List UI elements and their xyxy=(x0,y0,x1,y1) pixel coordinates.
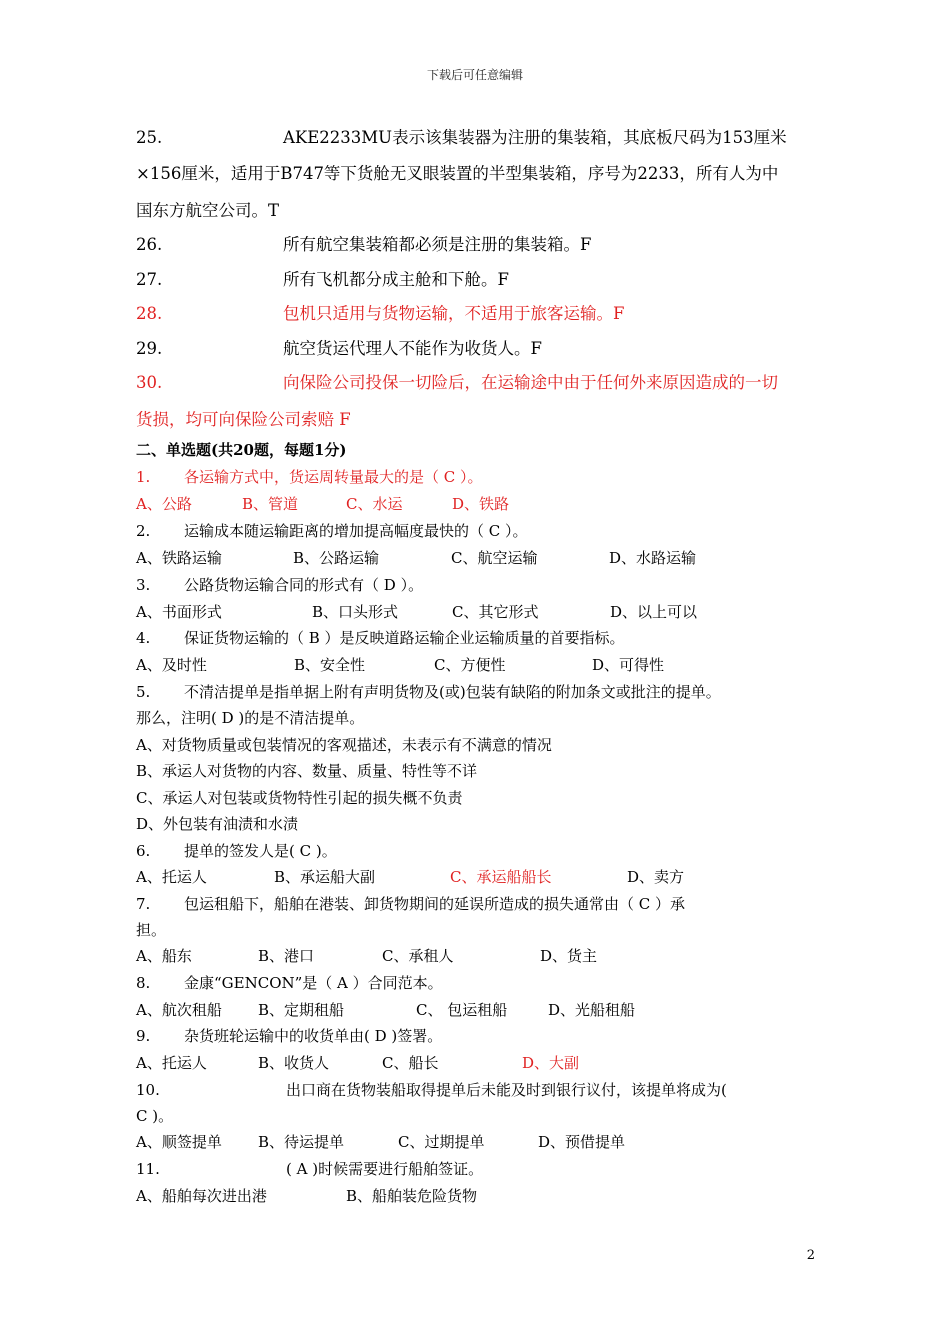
option-c: C、 包运租船 xyxy=(416,1001,508,1019)
option-a: A、书面形式 xyxy=(136,603,222,621)
mc-options-6 xyxy=(136,867,684,887)
question-number: 2. xyxy=(136,522,151,540)
option-a: A、航次租船 xyxy=(136,1001,222,1019)
question-number: 4. xyxy=(136,629,151,647)
mc-options-2 xyxy=(136,548,696,568)
mc-question-1 xyxy=(136,467,483,487)
mc-question-11 xyxy=(136,1159,483,1179)
mc-question-10-line2: C )。 xyxy=(136,1107,174,1125)
option-b: B、船舶装危险货物 xyxy=(346,1187,478,1205)
question-number: 11. xyxy=(136,1160,160,1178)
option-b: B、口头形式 xyxy=(312,603,399,621)
question-text: 出口商在货物装船取得提单后未能及时到银行议付，该提单将成为( xyxy=(286,1081,727,1099)
mc-options-9 xyxy=(136,1053,579,1073)
option-c: C、船长 xyxy=(382,1054,439,1072)
option-c: C、水运 xyxy=(346,495,403,513)
tf-question-25-line2: ×156厘米，适用于B747等下货舱无叉眼装置的半型集装箱，序号为2233，所有人为中 xyxy=(136,164,779,183)
option-b: B、承运船大副 xyxy=(274,868,376,886)
mc-options-8 xyxy=(136,1000,635,1020)
option-a: A、顺签提单 xyxy=(136,1133,222,1151)
tf-question-26 xyxy=(136,235,591,255)
question-text: 提单的签发人是( C )。 xyxy=(184,842,337,860)
mc-option-5c: C、承运人对包装或货物特性引起的损失概不负责 xyxy=(136,789,463,807)
question-number: 6. xyxy=(136,842,151,860)
tf-question-29 xyxy=(136,339,542,359)
question-text: ( A )时候需要进行船舶签证。 xyxy=(286,1160,484,1178)
question-text: 保证货物运输的（ B ）是反映道路运输企业运输质量的首要指标。 xyxy=(184,629,625,647)
mc-question-9 xyxy=(136,1026,442,1046)
option-d: D、可得性 xyxy=(592,656,665,674)
option-b: B、待运提单 xyxy=(258,1133,345,1151)
option-a: A、公路 xyxy=(136,495,192,513)
question-number: 10. xyxy=(136,1081,160,1099)
question-text: 向保险公司投保一切险后，在运输途中由于任何外来原因造成的一切 xyxy=(283,373,778,392)
question-text: AKE2233MU表示该集装器为注册的集装箱，其底板尺码为153厘米 xyxy=(283,128,787,147)
option-b: B、定期租船 xyxy=(258,1001,345,1019)
question-number: 29. xyxy=(136,339,163,358)
tf-question-27 xyxy=(136,270,509,290)
mc-question-6 xyxy=(136,841,337,861)
option-a: A、船东 xyxy=(136,947,192,965)
option-a: A、船舶每次进出港 xyxy=(136,1187,267,1205)
question-number: 1. xyxy=(136,468,151,486)
mc-question-10 xyxy=(136,1080,727,1100)
option-c: C、承运船船长 xyxy=(450,868,552,886)
mc-options-4 xyxy=(136,655,664,675)
option-d: D、以上可以 xyxy=(610,603,698,621)
mc-question-2 xyxy=(136,521,528,541)
option-d: D、大副 xyxy=(522,1054,580,1072)
mc-option-5b: B、承运人对货物的内容、数量、质量、特性等不详 xyxy=(136,762,478,780)
option-c: C、方便性 xyxy=(434,656,506,674)
mc-options-11 xyxy=(136,1186,477,1206)
mc-question-4 xyxy=(136,628,625,648)
page-number: 2 xyxy=(806,1248,815,1263)
question-number: 8. xyxy=(136,974,151,992)
question-number: 25. xyxy=(136,128,163,147)
mc-options-10 xyxy=(136,1132,625,1152)
tf-question-25-line3: 国东方航空公司。T xyxy=(136,201,280,220)
option-b: B、公路运输 xyxy=(293,549,380,567)
question-text: 不清洁提单是指单据上附有声明货物及(或)包装有缺陷的附加条文或批注的提单。 xyxy=(184,683,721,701)
option-d: D、卖方 xyxy=(627,868,685,886)
option-d: D、货主 xyxy=(540,947,598,965)
question-number: 26. xyxy=(136,235,163,254)
question-number: 9. xyxy=(136,1027,151,1045)
option-a: A、铁路运输 xyxy=(136,549,222,567)
question-text: 包机只适用与货物运输，不适用于旅客运输。F xyxy=(283,304,625,323)
option-d: D、铁路 xyxy=(452,495,510,513)
question-text: 各运输方式中，货运周转量最大的是（ C ）。 xyxy=(184,468,483,486)
option-b: B、收货人 xyxy=(258,1054,330,1072)
option-b: B、安全性 xyxy=(294,656,366,674)
option-a: A、托运人 xyxy=(136,868,207,886)
mc-option-5a: A、对货物质量或包装情况的客观描述，未表示有不满意的情况 xyxy=(136,736,552,754)
mc-question-5 xyxy=(136,682,721,702)
mc-question-7-line2: 担。 xyxy=(136,921,167,939)
question-number: 27. xyxy=(136,270,163,289)
mc-question-7 xyxy=(136,894,685,914)
question-text: 金康“GENCON”是（ A ）合同范本。 xyxy=(184,974,443,992)
option-d: D、光船租船 xyxy=(548,1001,636,1019)
question-text: 所有航空集装箱都必须是注册的集装箱。F xyxy=(283,235,592,254)
section-title: 二、单选题(共20题，每题1分) xyxy=(136,441,347,459)
question-text: 航空货运代理人不能作为收货人。F xyxy=(283,339,542,358)
tf-question-28 xyxy=(136,304,624,324)
question-number: 7. xyxy=(136,895,151,913)
question-number: 5. xyxy=(136,683,151,701)
question-number: 28. xyxy=(136,304,163,323)
option-c: C、承租人 xyxy=(382,947,454,965)
mc-options-7 xyxy=(136,946,597,966)
option-c: C、过期提单 xyxy=(398,1133,485,1151)
tf-question-25 xyxy=(136,128,787,148)
option-a: A、托运人 xyxy=(136,1054,207,1072)
question-text: 公路货物运输合同的形式有（ D ）。 xyxy=(184,576,424,594)
option-b: B、港口 xyxy=(258,947,315,965)
question-number: 3. xyxy=(136,576,151,594)
mc-option-5d: D、外包装有油渍和水渍 xyxy=(136,815,299,833)
tf-question-30-line2: 货损，均可向保险公司索赔 F xyxy=(136,410,351,429)
option-c: C、航空运输 xyxy=(451,549,538,567)
option-a: A、及时性 xyxy=(136,656,207,674)
option-d: D、预借提单 xyxy=(538,1133,626,1151)
tf-question-30 xyxy=(136,373,778,393)
mc-options-1 xyxy=(136,494,509,514)
mc-question-3 xyxy=(136,575,423,595)
mc-question-5-line2: 那么，注明( D )的是不清洁提单。 xyxy=(136,709,365,727)
option-c: C、其它形式 xyxy=(452,603,539,621)
page-header: 下载后可任意编辑 xyxy=(426,68,523,82)
option-b: B、管道 xyxy=(242,495,299,513)
option-d: D、水路运输 xyxy=(609,549,697,567)
question-text: 运输成本随运输距离的增加提高幅度最快的（ C ）。 xyxy=(184,522,528,540)
question-text: 所有飞机都分成主舱和下舱。F xyxy=(283,270,509,289)
question-text: 杂货班轮运输中的收货单由( D )签署。 xyxy=(184,1027,443,1045)
mc-question-8 xyxy=(136,973,443,993)
mc-options-3 xyxy=(136,602,697,622)
question-number: 30. xyxy=(136,373,163,392)
question-text: 包运租船下，船舶在港装、卸货物期间的延误所造成的损失通常由（ C ）承 xyxy=(184,895,686,913)
